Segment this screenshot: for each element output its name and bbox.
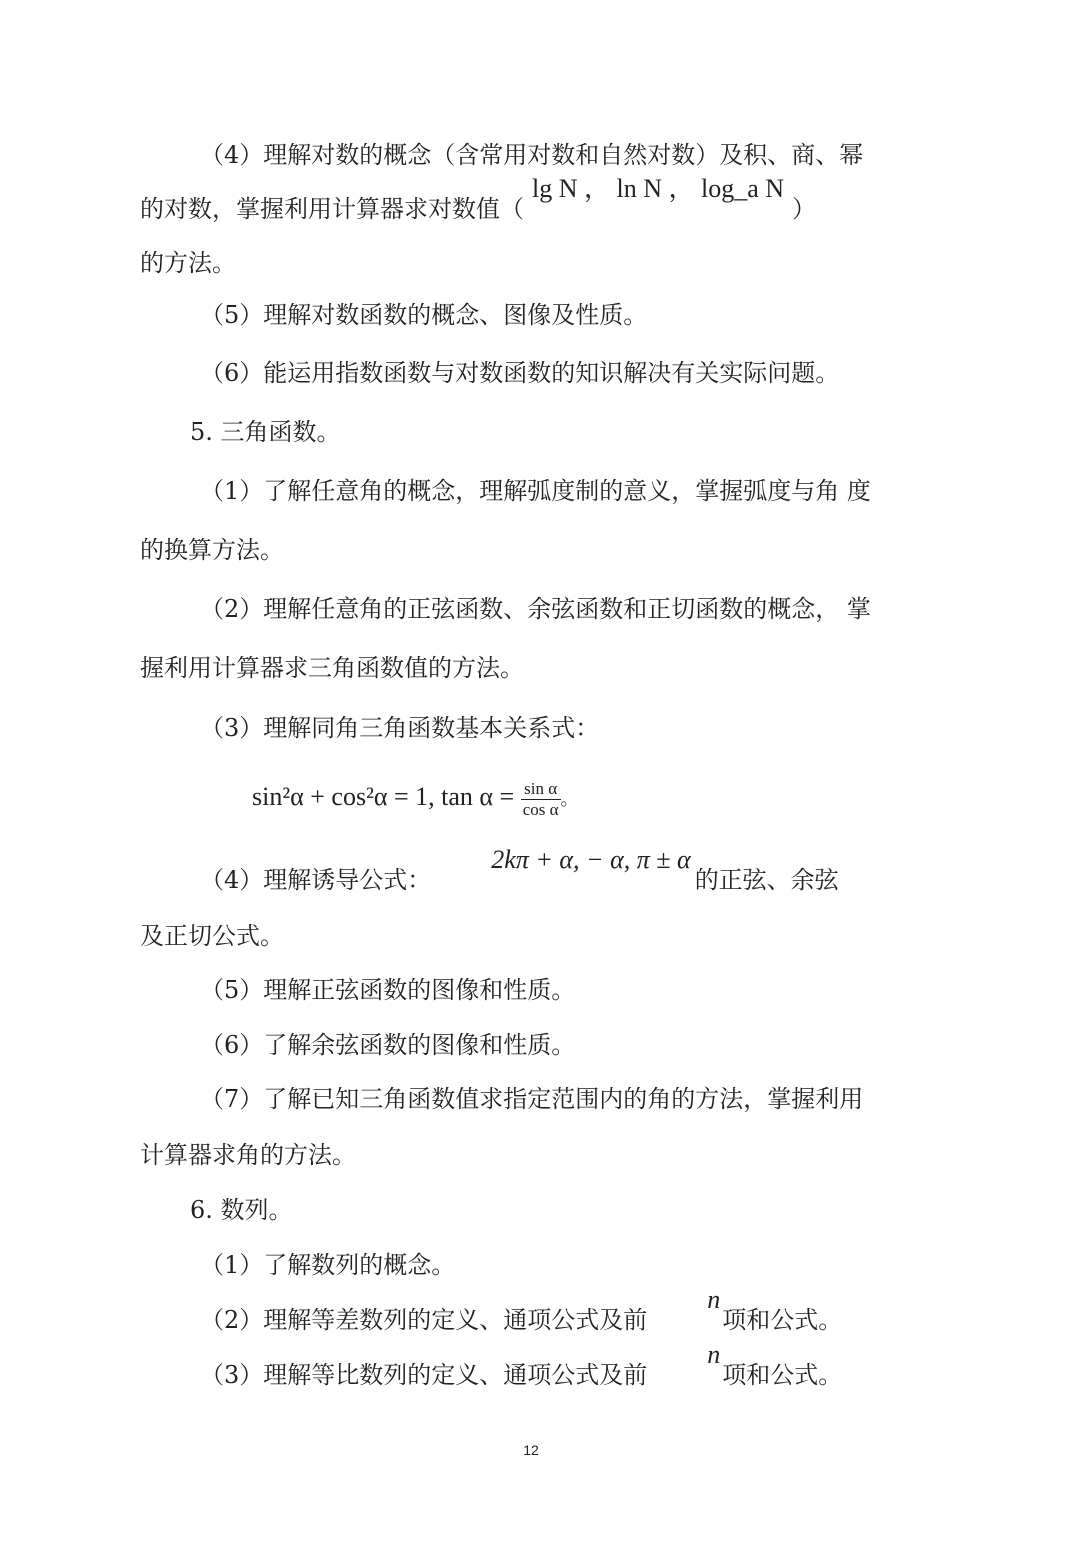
text-line: 的换算方法。 bbox=[140, 536, 284, 564]
text-line-with-variable bbox=[200, 1285, 843, 1335]
text-line: 握利用计算器求三角函数值的方法。 bbox=[140, 654, 524, 682]
text-line: （1）了解任意角的概念，理解弧度制的意义，掌握弧度与角 度 bbox=[200, 477, 871, 505]
text-line-with-variable bbox=[200, 1340, 843, 1390]
text-segment: （2）理解等差数列的定义、通项公式及前 bbox=[200, 1306, 648, 1334]
text-line: 及正切公式。 bbox=[140, 922, 284, 950]
text-line: （5）理解对数函数的概念、图像及性质。 bbox=[200, 301, 648, 329]
identity-left: sin²α + cos²α = 1, tan α = bbox=[252, 782, 515, 811]
text-line: （6）了解余弦函数的图像和性质。 bbox=[200, 1031, 576, 1059]
text-segment: （3）理解等比数列的定义、通项公式及前 bbox=[200, 1361, 648, 1389]
page-number: 12 bbox=[523, 1442, 539, 1458]
text-line: 计算器求角的方法。 bbox=[140, 1141, 356, 1169]
text-line: （2）理解任意角的正弦函数、余弦函数和正切函数的概念， 掌 bbox=[200, 595, 871, 623]
text-line: （5）理解正弦函数的图像和性质。 bbox=[200, 976, 576, 1004]
text-line: 的方法。 bbox=[140, 249, 236, 277]
text-segment: 项和公式。 bbox=[722, 1306, 843, 1334]
text-segment: （4）理解诱导公式： bbox=[200, 866, 432, 894]
text-line: （6）能运用指数函数与对数函数的知识解决有关实际问题。 bbox=[200, 359, 840, 387]
text-segment: 的正弦、余弦 bbox=[694, 866, 839, 894]
log-formula: lg N ， ln N ， log_a N bbox=[532, 174, 785, 203]
text-segment: ） bbox=[792, 195, 817, 223]
text-line: （7）了解已知三角函数值求指定范围内的角的方法，掌握利用 bbox=[200, 1085, 864, 1113]
text-segment: 的对数，掌握利用计算器求对数值（ bbox=[140, 195, 524, 223]
text-line: （4）理解对数的概念（含常用对数和自然对数）及积、商、幂 bbox=[200, 141, 864, 169]
fraction-numerator: sin α bbox=[521, 779, 561, 800]
variable-n: n bbox=[707, 1340, 721, 1369]
fraction bbox=[521, 779, 561, 820]
fraction-denominator: cos α bbox=[522, 799, 559, 819]
period: 。 bbox=[560, 789, 579, 809]
variable-n: n bbox=[707, 1285, 721, 1314]
text-line: （3）理解同角三角函数基本关系式： bbox=[200, 714, 600, 742]
text-segment: 项和公式。 bbox=[722, 1361, 843, 1389]
section-heading: 6. 数列。 bbox=[190, 1196, 293, 1224]
section-heading: 5. 三角函数。 bbox=[190, 418, 341, 446]
text-line-with-formula bbox=[140, 174, 817, 224]
induction-formula: 2kπ + α, − α, π ± α bbox=[491, 845, 691, 874]
trig-identity-formula bbox=[252, 775, 579, 821]
text-line-with-formula bbox=[200, 845, 839, 895]
text-line: （1）了解数列的概念。 bbox=[200, 1251, 456, 1279]
